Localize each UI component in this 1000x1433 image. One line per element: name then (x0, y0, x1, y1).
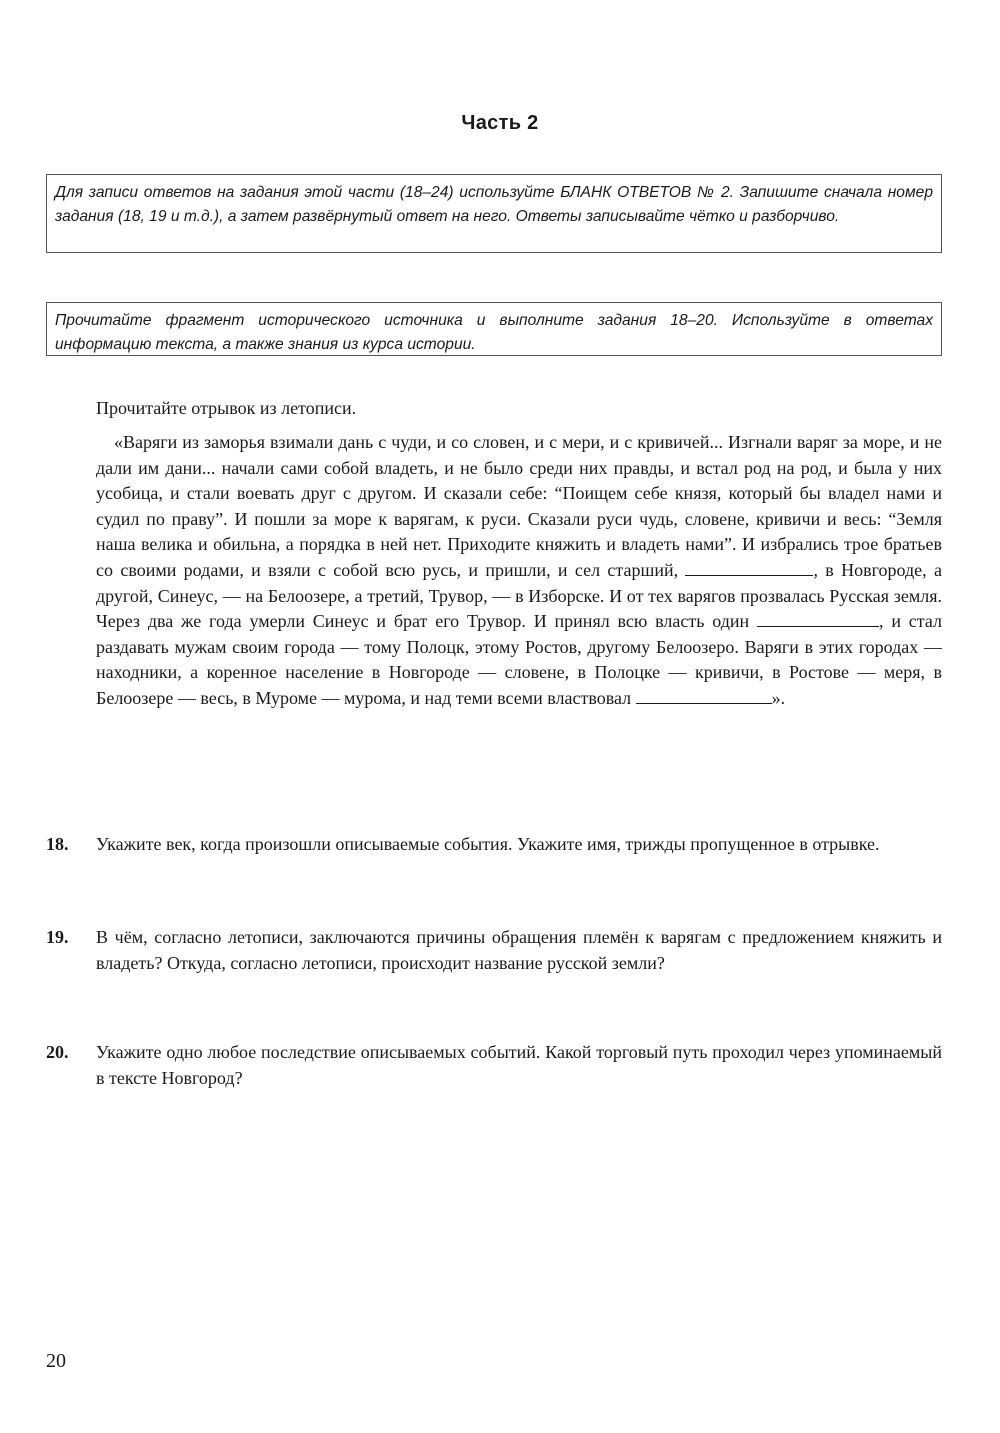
blank-line-1 (685, 559, 813, 576)
question-18 (46, 832, 942, 858)
excerpt-part-1: «Варяги из заморья взимали дань с чуди, и со словен, и с мери, и с кривичей... Изгнали варяг за море, и не дали им дани... начали сами собой владеть, и не было среди них правды, и встал род на род, и была у них усобица, и стали воевать друг с другом. И сказали себе: “Поищем себе князя, который бы владел нами и судил по праву”. И пошли за море к варягам, к руси. Сказали руси чудь, словене, кривичи и весь: “Земля наша велика и обильна, а порядка в ней нет. Приходите княжить и владеть нами”. И избрались трое братьев со своими родами, и взяли с собой всю русь, и пришли, и сел старший, (96, 432, 942, 580)
question-number: 20. (46, 1042, 69, 1062)
excerpt-part-3: , и стал раздавать мужам своим города — тому Полоцк, этому Ростов, другому Белоозеро. Варяги в этих городах — находники, а коренное население в Новгороде — словене, в Полоцке — кривичи, в Ростове — меря, в Белоозере — весь, в Муроме — мурома, и над теми всеми властвовал (96, 611, 942, 708)
instruction-box: Для записи ответов на задания этой части (18–24) используйте БЛАНК ОТВЕТОВ № 2. Запишите сначала номер задания (18, 19 и т.д.), а затем развёрнутый ответ на него. Ответы записывайте чётко и разборчиво. (46, 174, 942, 253)
question-text: Укажите одно любое последствие описываемых событий. Какой торговый путь проходил через упоминаемый в тексте Новгород? (96, 1042, 942, 1088)
blank-line-2 (757, 610, 879, 627)
chronicle-excerpt (96, 430, 942, 712)
section-title: Часть 2 (461, 112, 539, 134)
question-19 (46, 925, 942, 976)
page-number: 20 (46, 1350, 66, 1372)
question-number: 19. (46, 927, 69, 947)
lead-text: Прочитайте отрывок из летописи. (96, 398, 357, 418)
excerpt-part-2: , в Новгороде, а другой, Синеус, — на Белоозере, а третий, Трувор, — в Изборске. И от тех варягов прозвалась Русская земля. Через два же года умерли Синеус и брат его Трувор. И принял всю власть один (96, 559, 942, 632)
question-20 (46, 1040, 942, 1091)
excerpt-part-4: ». (771, 687, 786, 708)
question-text: Укажите век, когда произошли описываемые события. Укажите имя, трижды пропущенное в отрывке. (96, 834, 880, 854)
task-instruction-box: Прочитайте фрагмент исторического источника и выполните задания 18–20. Используйте в ответах информацию текста, а также знания из курса истории. (46, 302, 942, 356)
blank-line-3 (636, 687, 772, 704)
question-number: 18. (46, 834, 69, 854)
question-text: В чём, согласно летописи, заключаются причины обращения племён к варягам с предложением княжить и владеть? Откуда, согласно летописи, происходит название русской земли? (96, 927, 942, 973)
